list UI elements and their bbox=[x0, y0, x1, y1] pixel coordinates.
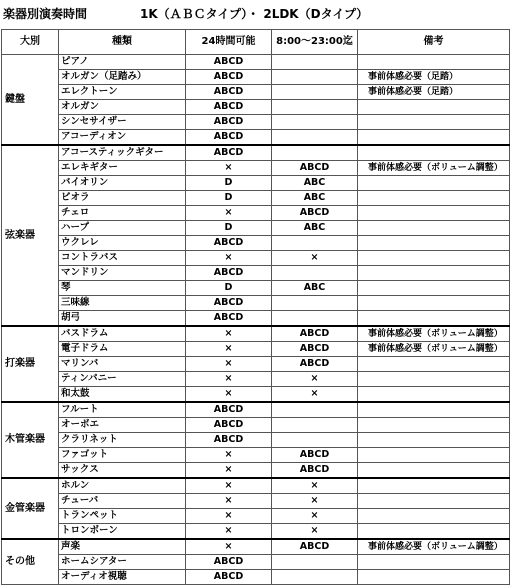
instrument-name-cell: シンセサイザー bbox=[59, 115, 186, 130]
daytime-cell bbox=[272, 433, 358, 448]
table-row bbox=[2, 311, 510, 327]
note-cell bbox=[358, 509, 510, 524]
all-day-cell: × bbox=[186, 326, 272, 342]
table-row bbox=[2, 539, 510, 555]
daytime-cell bbox=[272, 236, 358, 251]
table-row bbox=[2, 100, 510, 115]
all-day-cell: × bbox=[186, 251, 272, 266]
note-cell bbox=[358, 555, 510, 570]
note-cell bbox=[358, 296, 510, 311]
all-day-cell: D bbox=[186, 281, 272, 296]
note-cell bbox=[358, 206, 510, 221]
daytime-cell bbox=[272, 402, 358, 418]
table-row bbox=[2, 387, 510, 403]
all-day-cell: × bbox=[186, 342, 272, 357]
table-row bbox=[2, 296, 510, 311]
category-cell: その他 bbox=[2, 539, 59, 585]
table-body bbox=[2, 55, 510, 585]
table-row bbox=[2, 448, 510, 463]
note-cell bbox=[358, 221, 510, 236]
note-cell bbox=[358, 191, 510, 206]
note-cell: 事前体感必要（足踏） bbox=[358, 85, 510, 100]
table-row bbox=[2, 509, 510, 524]
all-day-cell: D bbox=[186, 191, 272, 206]
instrument-name-cell: 三味線 bbox=[59, 296, 186, 311]
note-cell bbox=[358, 100, 510, 115]
note-cell bbox=[358, 418, 510, 433]
table-row bbox=[2, 402, 510, 418]
table-row bbox=[2, 281, 510, 296]
all-day-cell: ABCD bbox=[186, 311, 272, 327]
instrument-name-cell: 電子ドラム bbox=[59, 342, 186, 357]
all-day-cell: × bbox=[186, 448, 272, 463]
daytime-cell: ABCD bbox=[272, 539, 358, 555]
daytime-cell: × bbox=[272, 524, 358, 540]
instrument-name-cell: フルート bbox=[59, 402, 186, 418]
table-row bbox=[2, 342, 510, 357]
instrument-name-cell: オーボエ bbox=[59, 418, 186, 433]
table-row bbox=[2, 524, 510, 540]
daytime-cell: ABCD bbox=[272, 357, 358, 372]
note-cell bbox=[358, 130, 510, 146]
all-day-cell: × bbox=[186, 206, 272, 221]
note-cell bbox=[358, 55, 510, 70]
header-all-day: 24時間可能 bbox=[186, 30, 272, 55]
daytime-cell: ABCD bbox=[272, 342, 358, 357]
daytime-cell bbox=[272, 311, 358, 327]
instrument-name-cell: ホルン bbox=[59, 478, 186, 494]
note-cell bbox=[358, 357, 510, 372]
all-day-cell: ABCD bbox=[186, 570, 272, 585]
note-cell bbox=[358, 478, 510, 494]
instrument-name-cell: エレクトーン bbox=[59, 85, 186, 100]
daytime-cell: ABC bbox=[272, 281, 358, 296]
daytime-cell bbox=[272, 100, 358, 115]
category-cell: 打楽器 bbox=[2, 326, 59, 402]
daytime-cell: ABC bbox=[272, 221, 358, 236]
table-row bbox=[2, 463, 510, 479]
note-cell bbox=[358, 372, 510, 387]
table-row bbox=[2, 145, 510, 161]
daytime-cell bbox=[272, 115, 358, 130]
all-day-cell: × bbox=[186, 509, 272, 524]
instrument-name-cell: バスドラム bbox=[59, 326, 186, 342]
header-daytime: 8:00～23:00迄 bbox=[272, 30, 358, 55]
all-day-cell: ABCD bbox=[186, 100, 272, 115]
table-row bbox=[2, 191, 510, 206]
daytime-cell: × bbox=[272, 251, 358, 266]
page-heading bbox=[0, 3, 513, 25]
note-cell bbox=[358, 463, 510, 479]
table-row bbox=[2, 433, 510, 448]
all-day-cell: ABCD bbox=[186, 130, 272, 146]
note-cell bbox=[358, 266, 510, 281]
all-day-cell: ABCD bbox=[186, 555, 272, 570]
instrument-name-cell: ホームシアター bbox=[59, 555, 186, 570]
all-day-cell: ABCD bbox=[186, 85, 272, 100]
note-cell: 事前体感必要（足踏） bbox=[358, 70, 510, 85]
daytime-cell: ABC bbox=[272, 191, 358, 206]
all-day-cell: × bbox=[186, 387, 272, 403]
daytime-cell: ABC bbox=[272, 176, 358, 191]
daytime-cell bbox=[272, 85, 358, 100]
instrument-name-cell: 和太鼓 bbox=[59, 387, 186, 403]
note-cell: 事前体感必要（ボリューム調整） bbox=[358, 539, 510, 555]
instrument-name-cell: ビオラ bbox=[59, 191, 186, 206]
category-cell: 金管楽器 bbox=[2, 478, 59, 539]
header-category: 大別 bbox=[2, 30, 59, 55]
all-day-cell: × bbox=[186, 161, 272, 176]
note-cell bbox=[358, 176, 510, 191]
daytime-cell bbox=[272, 296, 358, 311]
all-day-cell: ABCD bbox=[186, 236, 272, 251]
note-cell bbox=[358, 494, 510, 509]
instrument-name-cell: ピアノ bbox=[59, 55, 186, 70]
daytime-cell: × bbox=[272, 509, 358, 524]
daytime-cell bbox=[272, 55, 358, 70]
all-day-cell: ABCD bbox=[186, 433, 272, 448]
note-cell bbox=[358, 145, 510, 161]
all-day-cell: × bbox=[186, 372, 272, 387]
table-row bbox=[2, 418, 510, 433]
table-row bbox=[2, 55, 510, 70]
instrument-name-cell: エレキギター bbox=[59, 161, 186, 176]
header-note: 備考 bbox=[358, 30, 510, 55]
note-cell bbox=[358, 236, 510, 251]
instrument-name-cell: オルガン（足踏み） bbox=[59, 70, 186, 85]
table-row bbox=[2, 266, 510, 281]
all-day-cell: × bbox=[186, 357, 272, 372]
instrument-name-cell: マリンバ bbox=[59, 357, 186, 372]
table-row bbox=[2, 206, 510, 221]
note-cell: 事前体感必要（ボリューム調整） bbox=[358, 342, 510, 357]
all-day-cell: ABCD bbox=[186, 266, 272, 281]
daytime-cell bbox=[272, 570, 358, 585]
daytime-cell bbox=[272, 266, 358, 281]
instrument-table bbox=[1, 29, 510, 585]
instrument-name-cell: アコースティックギター bbox=[59, 145, 186, 161]
daytime-cell: ABCD bbox=[272, 463, 358, 479]
table-row bbox=[2, 357, 510, 372]
instrument-name-cell: クラリネット bbox=[59, 433, 186, 448]
daytime-cell bbox=[272, 70, 358, 85]
instrument-name-cell: サックス bbox=[59, 463, 186, 479]
all-day-cell: × bbox=[186, 539, 272, 555]
instrument-name-cell: ファゴット bbox=[59, 448, 186, 463]
page-title: 楽器別演奏時間 bbox=[3, 7, 88, 21]
table-row bbox=[2, 221, 510, 236]
daytime-cell: ABCD bbox=[272, 206, 358, 221]
all-day-cell: × bbox=[186, 524, 272, 540]
daytime-cell bbox=[272, 145, 358, 161]
instrument-name-cell: ティンパニー bbox=[59, 372, 186, 387]
table-row bbox=[2, 251, 510, 266]
instrument-name-cell: 声楽 bbox=[59, 539, 186, 555]
table-row bbox=[2, 130, 510, 146]
table-row bbox=[2, 70, 510, 85]
daytime-cell bbox=[272, 130, 358, 146]
category-cell: 鍵盤 bbox=[2, 55, 59, 146]
daytime-cell: ABCD bbox=[272, 161, 358, 176]
note-cell bbox=[358, 570, 510, 585]
instrument-name-cell: トロンボーン bbox=[59, 524, 186, 540]
instrument-name-cell: オーディオ視聴 bbox=[59, 570, 186, 585]
note-cell bbox=[358, 251, 510, 266]
table-row bbox=[2, 555, 510, 570]
instrument-name-cell: オルガン bbox=[59, 100, 186, 115]
daytime-cell bbox=[272, 418, 358, 433]
note-cell bbox=[358, 524, 510, 540]
daytime-cell: ABCD bbox=[272, 326, 358, 342]
note-cell bbox=[358, 115, 510, 130]
all-day-cell: D bbox=[186, 221, 272, 236]
daytime-cell: ABCD bbox=[272, 448, 358, 463]
all-day-cell: D bbox=[186, 176, 272, 191]
table-row bbox=[2, 494, 510, 509]
table-row bbox=[2, 478, 510, 494]
table-header-row bbox=[2, 30, 510, 55]
all-day-cell: ABCD bbox=[186, 418, 272, 433]
table-row bbox=[2, 326, 510, 342]
category-cell: 木管楽器 bbox=[2, 402, 59, 478]
note-cell bbox=[358, 433, 510, 448]
page-subtitle: 1K（ＡＢＣタイプ）・ 2LDK（Dタイプ） bbox=[140, 7, 369, 21]
table-row bbox=[2, 176, 510, 191]
table-row bbox=[2, 161, 510, 176]
all-day-cell: × bbox=[186, 478, 272, 494]
note-cell: 事前体感必要（ボリューム調整） bbox=[358, 161, 510, 176]
instrument-name-cell: マンドリン bbox=[59, 266, 186, 281]
daytime-cell bbox=[272, 555, 358, 570]
note-cell bbox=[358, 448, 510, 463]
note-cell bbox=[358, 402, 510, 418]
instrument-name-cell: チェロ bbox=[59, 206, 186, 221]
instrument-name-cell: ハープ bbox=[59, 221, 186, 236]
instrument-name-cell: コントラバス bbox=[59, 251, 186, 266]
all-day-cell: ABCD bbox=[186, 55, 272, 70]
all-day-cell: ABCD bbox=[186, 402, 272, 418]
all-day-cell: ABCD bbox=[186, 115, 272, 130]
instrument-name-cell: アコーディオン bbox=[59, 130, 186, 146]
note-cell bbox=[358, 281, 510, 296]
instrument-name-cell: トランペット bbox=[59, 509, 186, 524]
instrument-name-cell: ウクレレ bbox=[59, 236, 186, 251]
note-cell: 事前体感必要（ボリューム調整） bbox=[358, 326, 510, 342]
table-row bbox=[2, 372, 510, 387]
daytime-cell: × bbox=[272, 387, 358, 403]
category-cell: 弦楽器 bbox=[2, 145, 59, 326]
table-row bbox=[2, 85, 510, 100]
table-row bbox=[2, 570, 510, 585]
instrument-name-cell: チューバ bbox=[59, 494, 186, 509]
all-day-cell: ABCD bbox=[186, 70, 272, 85]
header-instrument: 種類 bbox=[59, 30, 186, 55]
daytime-cell: × bbox=[272, 494, 358, 509]
daytime-cell: × bbox=[272, 372, 358, 387]
all-day-cell: ABCD bbox=[186, 145, 272, 161]
instrument-name-cell: バイオリン bbox=[59, 176, 186, 191]
all-day-cell: ABCD bbox=[186, 296, 272, 311]
table-row bbox=[2, 236, 510, 251]
instrument-name-cell: 胡弓 bbox=[59, 311, 186, 327]
daytime-cell: × bbox=[272, 478, 358, 494]
note-cell bbox=[358, 311, 510, 327]
all-day-cell: × bbox=[186, 463, 272, 479]
instrument-name-cell: 琴 bbox=[59, 281, 186, 296]
table-row bbox=[2, 115, 510, 130]
all-day-cell: × bbox=[186, 494, 272, 509]
note-cell bbox=[358, 387, 510, 403]
